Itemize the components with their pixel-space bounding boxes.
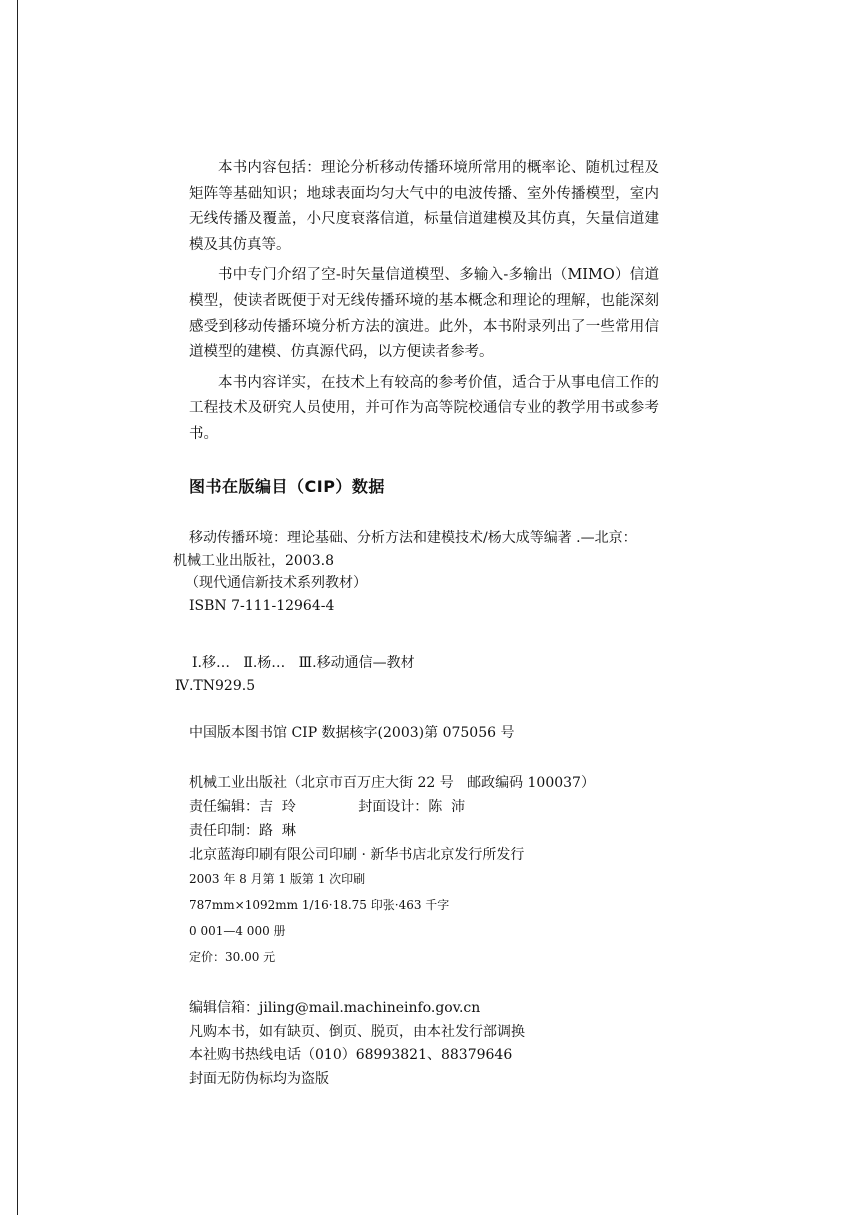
contact-info [189, 997, 689, 1091]
page-edge-rule [17, 0, 18, 1215]
price: 定价：30.00 元 [189, 950, 276, 964]
editor-email: 编辑信箱：jiling@mail.machineinfo.gov.cn [189, 1000, 481, 1016]
book-summary [189, 156, 659, 453]
printing-supervisor: 责任印制：路 琳 [189, 823, 296, 839]
summary-paragraph-audience: 本书内容详实，在技术上有较高的参考价值，适合于从事电信工作的工程技术及研究人员使用，并可作为高等院校通信专业的教学用书或参考书。 [189, 374, 659, 442]
edition-info: 2003 年 8 月第 1 版第 1 次印刷 [189, 872, 366, 886]
cip-title-line: 移动传播环境：理论基础、分析方法和建模技术/杨大成等编著 .—北京： [189, 530, 637, 546]
anti-piracy-notice: 封面无防伪标均为盗版 [189, 1070, 329, 1087]
printer-distributor: 北京蓝海印刷有限公司印刷 · 新华书店北京发行所发行 [189, 847, 525, 863]
summary-paragraph-contents: 本书内容包括：理论分析移动传播环境所常用的概率论、随机过程及矩阵等基础知识；地球表面均匀大气中的电波传播、室外传播模型，室内无线传播及覆盖，小尺度衰落信道，标量信道建模及其仿真，矢量信道建模及其仿真等。 [189, 160, 659, 253]
summary-paragraph-mimo: 书中专门介绍了空-时矢量信道模型、多输入-多输出（MIMO）信道模型，使读者既便于对无线传播环境的基本概念和理论的理解，也能深刻感受到移动传播环境分析方法的演进。此外，本书附录列出了一些常用信道模型的建模、仿真源代码，以方便读者参考。 [189, 267, 659, 361]
editor-credits: 责任编辑：吉 玲 封面设计：陈 沛 [189, 799, 466, 815]
print-run: 0 001—4 000 册 [189, 924, 286, 938]
cip-subject-terms: Ⅰ.移… Ⅱ.杨… Ⅲ.移动通信—教材 [192, 655, 415, 671]
cip-subjects [175, 652, 669, 697]
publisher-address: 机械工业出版社（北京市百万庄大街 22 号 邮政编码 100037） [189, 775, 595, 791]
isbn-line: ISBN 7-111-12964-4 [189, 597, 335, 614]
cip-series-line: （现代通信新技术系列教材） [185, 575, 367, 591]
cip-record [173, 527, 669, 617]
cip-classification: Ⅳ.TN929.5 [175, 677, 256, 694]
sales-hotline: 本社购书热线电话（010）68993821、88379646 [189, 1047, 513, 1063]
exchange-notice: 凡购本书，如有缺页、倒页、脱页，由本社发行部调换 [189, 1023, 525, 1040]
cip-publisher-line: 机械工业出版社，2003.8 [173, 552, 334, 569]
cip-verification-number: 中国版本图书馆 CIP 数据核字(2003)第 075056 号 [189, 725, 515, 741]
format-info: 787mm×1092mm 1/16·18.75 印张·463 千字 [189, 898, 450, 912]
cip-heading: 图书在版编目（CIP）数据 [189, 477, 385, 496]
